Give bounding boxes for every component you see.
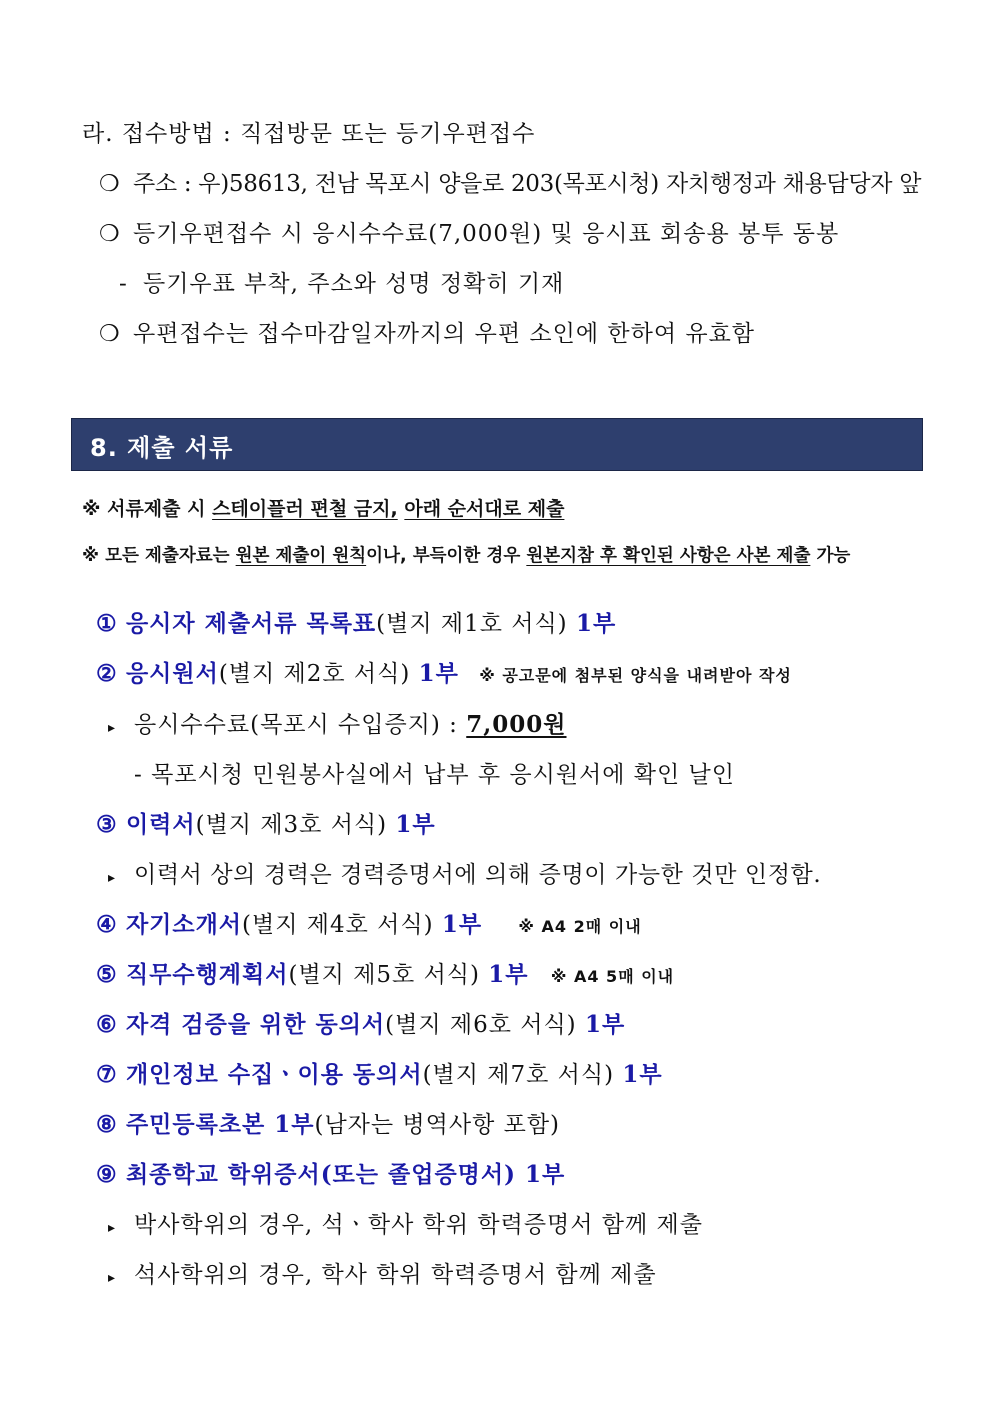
degree-note-text: 박사학위의 경우, 석ㆍ학사 학위 학력증명서 함께 제출: [134, 1212, 703, 1238]
list-item: [99, 165, 921, 198]
section-8-header: [71, 418, 923, 471]
doc-item: [96, 1106, 560, 1139]
doc-item: [96, 956, 674, 989]
degree-note: [108, 1256, 657, 1289]
doc-note: ※ A4 2매 이내: [518, 917, 642, 936]
list-item: [99, 215, 839, 248]
doc-number: ⑤: [96, 961, 118, 988]
doc-form: (별지 제4호 서식): [242, 912, 434, 938]
doc-copies: 1부: [418, 660, 459, 687]
triangle-bullet-icon: ▸: [108, 870, 116, 886]
doc-title: 직무수행계획서: [125, 961, 289, 988]
doc-item: [96, 806, 436, 839]
doc-number: ⑧: [96, 1111, 118, 1138]
doc-form: (별지 제1호 서식): [376, 611, 568, 637]
doc-form: (별지 제5호 서식): [288, 962, 480, 988]
doc-number: ⑦: [96, 1061, 118, 1088]
section-ra-heading: 라. 접수방법 : 직접방문 또는 등기우편접수: [82, 121, 536, 147]
triangle-bullet-icon: ▸: [108, 1220, 117, 1236]
doc-copies: 1부: [395, 811, 436, 838]
doc-form: (별지 제3호 서식): [195, 812, 388, 838]
note-underlined-text: 원본지참 후 확인된 사항은 사본 제출: [526, 546, 811, 566]
doc-number: ⑨: [96, 1161, 118, 1188]
doc-title: 자기소개서: [125, 911, 243, 938]
doc-form: (별지 제7호 서식): [422, 1062, 615, 1088]
doc-copies: 1부: [622, 1061, 663, 1088]
doc-copies: 1부: [584, 1011, 626, 1038]
list-item: [119, 265, 564, 298]
doc-title: 응시자 제출서류 목록표: [125, 610, 377, 637]
doc-item: [96, 906, 642, 939]
circle-bullet-icon: ❍: [99, 321, 121, 347]
fee-sub: - 목포시청 민원봉사실에서 납부 후 응시원서에 확인 날인: [134, 762, 735, 788]
doc-note: ※ A4 5매 이내: [550, 967, 675, 986]
item-text: 우편접수는 접수마감일자까지의 우편 소인에 한하여 유효함: [133, 321, 756, 347]
note-text: ※ 모든 제출자료는: [82, 546, 236, 566]
dash-bullet: -: [119, 271, 128, 297]
doc-title: 응시원서: [125, 660, 219, 687]
career-note: [108, 856, 821, 889]
degree-note-text: 석사학위의 경우, 학사 학위 학력증명서 함께 제출: [134, 1262, 657, 1288]
doc-title: 주민등록초본 1부: [125, 1111, 315, 1138]
fee-line: [108, 706, 567, 739]
note-stapler: [82, 494, 564, 521]
doc-note: ※ 공고문에 첨부된 양식을 내려받아 작성: [479, 666, 792, 685]
doc-item: [96, 605, 616, 638]
doc-form: (별지 제2호 서식): [218, 661, 411, 687]
triangle-bullet-icon: ▸: [108, 720, 117, 736]
triangle-bullet-icon: ▸: [108, 1270, 117, 1286]
doc-item: [96, 655, 792, 688]
doc-number: ⑥: [96, 1011, 118, 1038]
item-text: 등기우편접수 시 응시수수료(7,000원) 및 응시표 회송용 봉투 동봉: [133, 221, 840, 247]
career-note-text: 이력서 상의 경력은 경력증명서에 의해 증명이 가능한 것만 인정함.: [134, 862, 822, 888]
degree-note: [108, 1206, 703, 1239]
doc-item: [96, 1006, 625, 1039]
doc-copies: 1부: [575, 610, 617, 637]
doc-title: 자격 검증을 위한 동의서: [125, 1011, 386, 1038]
note-original: [82, 542, 850, 567]
circle-bullet-icon: ❍: [99, 171, 121, 197]
fee-label: 응시수수료(목포시 수입증지) :: [134, 712, 467, 738]
doc-form: (남자는 병역사항 포함): [314, 1112, 561, 1138]
note-text: ※ 서류제출 시: [82, 498, 213, 520]
note-underlined-text: 원본 제출이 원칙: [235, 546, 367, 566]
doc-form: (별지 제6호 서식): [385, 1012, 577, 1038]
doc-title: 이력서: [125, 811, 196, 838]
doc-copies: 1부: [488, 961, 529, 988]
circle-bullet-icon: ❍: [99, 221, 121, 247]
item-text: 주소 : 우)58613, 전남 목포시 양을로 203(목포시청) 자치행정과 채용담당자 앞: [133, 171, 922, 197]
note-underlined-text: 스테이플러 편철 금지,: [212, 498, 398, 520]
doc-item: [96, 1156, 565, 1189]
doc-copies: 1부: [441, 911, 483, 938]
doc-title: 개인정보 수집ㆍ이용 동의서: [125, 1061, 423, 1088]
doc-title: 최종학교 학위증서(또는 졸업증명서) 1부: [125, 1161, 566, 1188]
doc-number: ②: [96, 660, 118, 687]
section-8-title: 8. 제출 서류: [90, 434, 234, 462]
doc-item: [96, 1056, 663, 1089]
note-text: 이나, 부득이한 경우: [366, 546, 527, 566]
note-underlined-text: 아래 순서대로 제출: [404, 498, 565, 520]
list-item: [99, 315, 755, 348]
fee-amount: 7,000원: [466, 711, 567, 738]
note-text: 가능: [810, 546, 851, 566]
item-text: 등기우표 부착, 주소와 성명 정확히 기재: [143, 271, 565, 297]
doc-number: ④: [96, 911, 118, 938]
doc-number: ①: [96, 610, 118, 637]
doc-number: ③: [96, 811, 118, 838]
